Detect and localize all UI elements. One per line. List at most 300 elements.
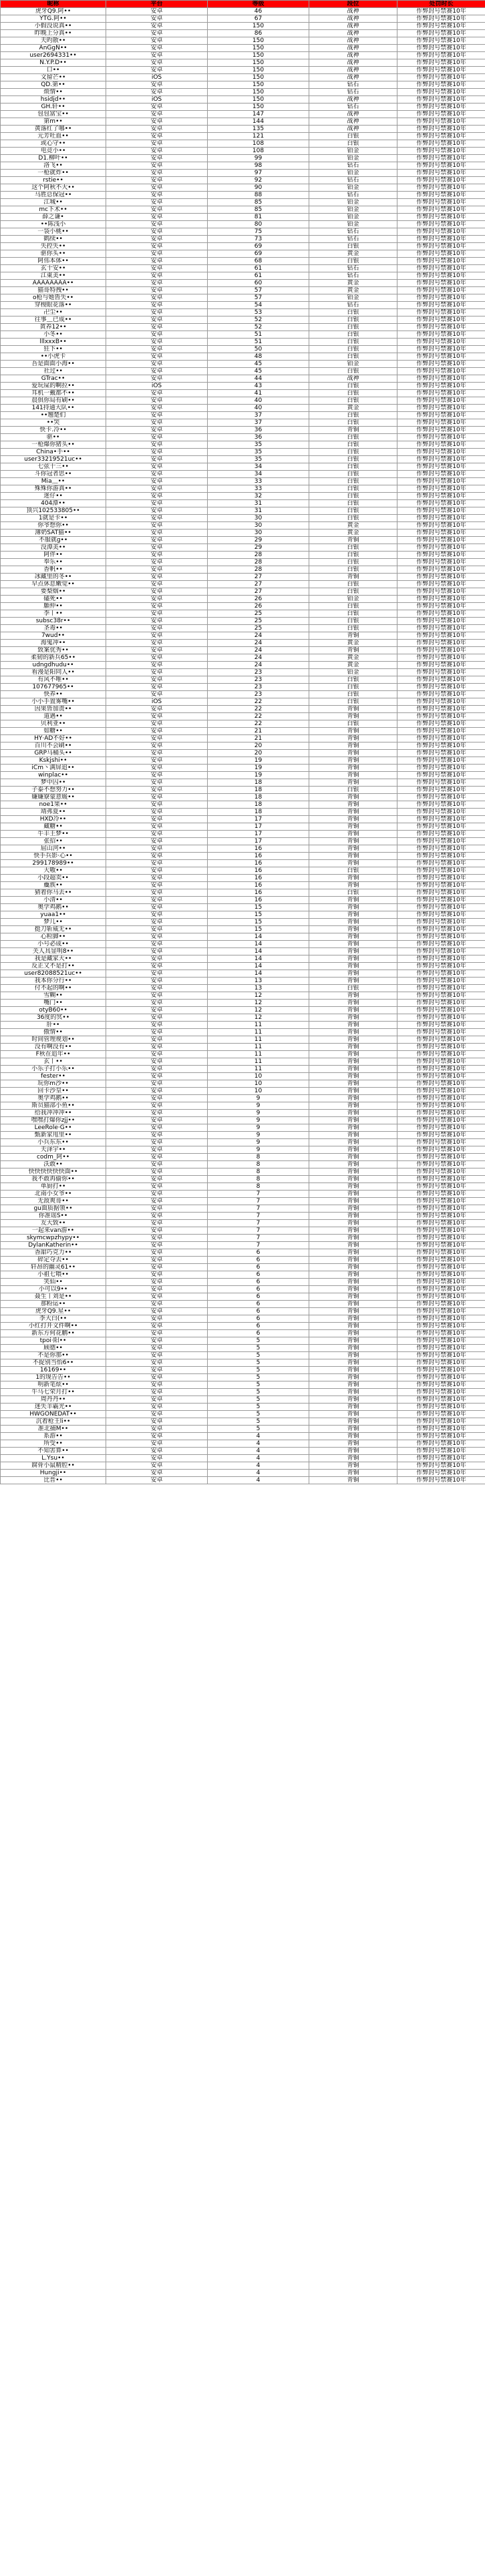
penalty-duration-cell: 作弊封号禁赛10年 (397, 1051, 485, 1058)
nickname-cell: 时间管理规划•• (1, 1036, 106, 1044)
level-cell: 35 (208, 441, 309, 449)
penalty-duration-cell: 作弊封号禁赛10年 (397, 1220, 485, 1227)
level-cell: 45 (208, 361, 309, 368)
rank-cell: 黄金 (309, 529, 397, 537)
nickname-cell: o枪与她皆失•• (1, 294, 106, 302)
rank-cell: 青铜 (309, 779, 397, 787)
penalty-duration-cell: 作弊封号禁赛10年 (397, 706, 485, 713)
rank-cell: 青铜 (309, 537, 397, 544)
level-cell: 4 (208, 1477, 309, 1484)
table-row (1, 478, 485, 485)
penalty-duration-cell: 作弊封号禁赛10年 (397, 1308, 485, 1315)
platform-cell: 安卓 (106, 280, 208, 287)
penalty-duration-cell: 作弊封号禁赛10年 (397, 676, 485, 684)
penalty-duration-cell: 作弊封号禁赛10年 (397, 500, 485, 507)
platform-cell: 安卓 (106, 405, 208, 412)
platform-cell: 安卓 (106, 1088, 208, 1095)
penalty-duration-cell: 作弊封号禁赛10年 (397, 1161, 485, 1168)
platform-cell: 安卓 (106, 353, 208, 361)
platform-cell: 安卓 (106, 706, 208, 713)
platform-cell: 安卓 (106, 155, 208, 162)
penalty-duration-cell: 作弊封号禁赛10年 (397, 911, 485, 919)
platform-cell: 安卓 (106, 596, 208, 603)
nickname-cell: 沃敢•• (1, 1161, 106, 1168)
platform-cell: 安卓 (106, 816, 208, 823)
table-row (1, 89, 485, 96)
nickname-cell: 一起来van游•• (1, 1227, 106, 1235)
platform-cell: 安卓 (106, 412, 208, 419)
platform-cell: 安卓 (106, 625, 208, 632)
rank-cell: 白银 (309, 309, 397, 316)
table-row (1, 493, 485, 500)
rank-cell: 白银 (309, 397, 397, 405)
platform-cell: 安卓 (106, 1213, 208, 1220)
table-row (1, 706, 485, 713)
table-row (1, 1000, 485, 1007)
table-row (1, 463, 485, 471)
level-cell: 27 (208, 588, 309, 596)
table-row (1, 170, 485, 177)
penalty-duration-cell: 作弊封号禁赛10年 (397, 970, 485, 978)
rank-cell: 青铜 (309, 1271, 397, 1279)
table-row (1, 1205, 485, 1213)
penalty-duration-cell: 作弊封号禁赛10年 (397, 1191, 485, 1198)
platform-cell: 安卓 (106, 720, 208, 728)
rank-cell: 青铜 (309, 801, 397, 809)
rank-cell: 青铜 (309, 735, 397, 742)
rank-cell: 青铜 (309, 1161, 397, 1168)
platform-cell: 安卓 (106, 1264, 208, 1271)
rank-cell: 青铜 (309, 1139, 397, 1146)
nickname-cell: 明新笔炫•• (1, 1381, 106, 1389)
nickname-cell: 猜着你马去•• (1, 889, 106, 897)
level-cell: 5 (208, 1374, 309, 1381)
nickname-cell: 小号必成•• (1, 941, 106, 948)
nickname-cell: 404潭•• (1, 500, 106, 507)
rank-cell: 铂金 (309, 596, 397, 603)
platform-cell: 安卓 (106, 1029, 208, 1036)
level-cell: 31 (208, 500, 309, 507)
platform-cell: 安卓 (106, 1036, 208, 1044)
platform-cell: 安卓 (106, 265, 208, 272)
table-row (1, 37, 485, 45)
nickname-cell: 香甜巧克力•• (1, 1249, 106, 1257)
nickname-cell: 141持通大队•• (1, 405, 106, 412)
platform-cell: 安卓 (106, 735, 208, 742)
rank-cell: 白银 (309, 324, 397, 331)
platform-cell: 安卓 (106, 140, 208, 148)
level-cell: 18 (208, 787, 309, 794)
rank-cell: 白银 (309, 867, 397, 875)
rank-cell: 白银 (309, 456, 397, 463)
nickname-cell: 所受•• (1, 1440, 106, 1448)
penalty-duration-cell: 作弊封号禁赛10年 (397, 720, 485, 728)
table-row (1, 1227, 485, 1235)
penalty-duration-cell: 作弊封号禁赛10年 (397, 559, 485, 566)
level-cell: 51 (208, 339, 309, 346)
nickname-cell: 奥学鸡鹅•• (1, 904, 106, 911)
table-row (1, 8, 485, 15)
penalty-duration-cell: 作弊封号禁赛10年 (397, 1022, 485, 1029)
table-body (1, 8, 485, 1484)
table-row (1, 1051, 485, 1058)
table-row (1, 588, 485, 596)
nickname-cell: 包包富宝•• (1, 111, 106, 118)
rank-cell: 铂金 (309, 221, 397, 228)
table-row (1, 1029, 485, 1036)
rank-cell: 钻石 (309, 81, 397, 89)
penalty-duration-cell: 作弊封号禁赛10年 (397, 1183, 485, 1191)
rank-cell: 青铜 (309, 713, 397, 720)
table-row (1, 1073, 485, 1080)
table-row (1, 324, 485, 331)
rank-cell: 青铜 (309, 882, 397, 889)
penalty-duration-cell: 作弊封号禁赛10年 (397, 126, 485, 133)
table-row (1, 515, 485, 522)
table-row (1, 1359, 485, 1367)
level-cell: 6 (208, 1315, 309, 1323)
platform-cell: 安卓 (106, 177, 208, 184)
penalty-duration-cell: 作弊封号禁赛10年 (397, 258, 485, 265)
level-cell: 16 (208, 867, 309, 875)
platform-cell: 安卓 (106, 23, 208, 30)
level-cell: 14 (208, 933, 309, 941)
level-cell: 9 (208, 1146, 309, 1154)
nickname-cell: 肝•• (1, 1022, 106, 1029)
penalty-duration-cell: 作弊封号禁赛10年 (397, 478, 485, 485)
rank-cell: 青铜 (309, 831, 397, 838)
penalty-duration-cell: 作弊封号禁赛10年 (397, 1102, 485, 1110)
penalty-duration-cell: 作弊封号禁赛10年 (397, 1036, 485, 1044)
platform-cell: 安卓 (106, 1381, 208, 1389)
nickname-cell: 1就是卡•• (1, 515, 106, 522)
table-row (1, 1367, 485, 1374)
platform-cell: 安卓 (106, 148, 208, 155)
penalty-duration-cell: 作弊封号禁赛10年 (397, 1426, 485, 1433)
table-row (1, 1455, 485, 1462)
nickname-cell: N.Y.P.D•• (1, 59, 106, 67)
table-row (1, 838, 485, 845)
platform-cell: 安卓 (106, 1220, 208, 1227)
table-row (1, 1146, 485, 1154)
penalty-duration-cell: 作弊封号禁赛10年 (397, 1264, 485, 1271)
level-cell: 150 (208, 103, 309, 111)
penalty-duration-cell: 作弊封号禁赛10年 (397, 1117, 485, 1124)
level-cell: 5 (208, 1352, 309, 1359)
rank-cell: 白银 (309, 441, 397, 449)
level-cell: 16 (208, 875, 309, 882)
table-row (1, 390, 485, 397)
platform-cell: 安卓 (106, 302, 208, 309)
level-cell: 14 (208, 941, 309, 948)
nickname-cell: 爱玩屎的啊拉•• (1, 383, 106, 390)
platform-cell: 安卓 (106, 1183, 208, 1191)
rank-cell: 战神 (309, 52, 397, 59)
penalty-duration-cell: 作弊封号禁赛10年 (397, 1000, 485, 1007)
rank-cell: 青铜 (309, 772, 397, 779)
rank-cell: 白银 (309, 581, 397, 588)
nickname-cell: Hungji•• (1, 1470, 106, 1477)
platform-cell: 安卓 (106, 904, 208, 911)
penalty-duration-cell: 作弊封号禁赛10年 (397, 853, 485, 860)
nickname-cell: Kskjshi•• (1, 757, 106, 765)
platform-cell: 安卓 (106, 258, 208, 265)
rank-cell: 青铜 (309, 1352, 397, 1359)
platform-cell: 安卓 (106, 339, 208, 346)
rank-cell: 青铜 (309, 1396, 397, 1404)
table-row (1, 845, 485, 853)
level-cell: 11 (208, 1066, 309, 1073)
level-cell: 37 (208, 419, 309, 427)
nickname-cell: user82088521uc•• (1, 970, 106, 978)
nickname-cell: yuaa1•• (1, 911, 106, 919)
rank-cell: 青铜 (309, 706, 397, 713)
platform-cell: 安卓 (106, 471, 208, 478)
nickname-cell: 这个阿秋不大•• (1, 184, 106, 192)
table-row (1, 794, 485, 801)
table-row (1, 1176, 485, 1183)
penalty-duration-cell: 作弊封号禁赛10年 (397, 206, 485, 214)
nickname-cell: 友大致•• (1, 1220, 106, 1227)
rank-cell: 白银 (309, 353, 397, 361)
level-cell: 9 (208, 1110, 309, 1117)
nickname-cell: 致案优秀•• (1, 647, 106, 654)
nickname-cell: 聂生丨刘是•• (1, 1293, 106, 1301)
penalty-duration-cell: 作弊封号禁赛10年 (397, 1389, 485, 1396)
nickname-cell: 小段超卖•• (1, 875, 106, 882)
nickname-cell: 嘿嘿打爆你zjj•• (1, 1117, 106, 1124)
nickname-cell: user33219521uc•• (1, 456, 106, 463)
rank-cell: 青铜 (309, 1168, 397, 1176)
penalty-duration-cell: 作弊封号禁赛10年 (397, 383, 485, 390)
penalty-duration-cell: 作弊封号禁赛10年 (397, 405, 485, 412)
nickname-cell: 我本你分行•• (1, 978, 106, 985)
penalty-duration-cell: 作弊封号禁赛10年 (397, 316, 485, 324)
level-cell: 5 (208, 1389, 309, 1396)
platform-cell: 安卓 (106, 1271, 208, 1279)
penalty-duration-cell: 作弊封号禁赛10年 (397, 15, 485, 23)
level-cell: 45 (208, 368, 309, 375)
nickname-cell: 一袋小桃•• (1, 228, 106, 236)
rank-cell: 青铜 (309, 1315, 397, 1323)
table-row (1, 59, 485, 67)
rank-cell: 青铜 (309, 742, 397, 750)
penalty-duration-cell: 作弊封号禁赛10年 (397, 794, 485, 801)
table-row (1, 375, 485, 383)
penalty-duration-cell: 作弊封号禁赛10年 (397, 809, 485, 816)
penalty-duration-cell: 作弊封号禁赛10年 (397, 463, 485, 471)
penalty-duration-cell: 作弊封号禁赛10年 (397, 955, 485, 963)
level-cell: 6 (208, 1301, 309, 1308)
nickname-cell: 靖弗夏•• (1, 809, 106, 816)
rank-cell: 白银 (309, 603, 397, 610)
platform-cell: 安卓 (106, 779, 208, 787)
nickname-cell: 要梨烟•• (1, 588, 106, 596)
penalty-duration-cell: 作弊封号禁赛10年 (397, 823, 485, 831)
rank-cell: 白银 (309, 720, 397, 728)
platform-cell: 安卓 (106, 1132, 208, 1139)
rank-cell: 战神 (309, 8, 397, 15)
platform-cell: 安卓 (106, 676, 208, 684)
nickname-cell: 海鬼冲•• (1, 640, 106, 647)
penalty-duration-cell: 作弊封号禁赛10年 (397, 493, 485, 500)
nickname-cell: 李丨•• (1, 610, 106, 618)
rank-cell: 白银 (309, 434, 397, 441)
platform-cell: 安卓 (106, 1301, 208, 1308)
penalty-duration-cell: 作弊封号禁赛10年 (397, 588, 485, 596)
penalty-duration-cell: 作弊封号禁赛10年 (397, 294, 485, 302)
rank-cell: 青铜 (309, 1102, 397, 1110)
nickname-cell: 无敌爽哥•• (1, 1198, 106, 1205)
penalty-duration-cell: 作弊封号禁赛10年 (397, 684, 485, 691)
table-row (1, 1124, 485, 1132)
table-row (1, 1381, 485, 1389)
platform-cell: 安卓 (106, 632, 208, 640)
nickname-cell: 虎牙Q9.星•• (1, 1308, 106, 1315)
platform-cell: 安卓 (106, 1205, 208, 1213)
platform-cell: 安卓 (106, 831, 208, 838)
penalty-duration-cell: 作弊封号禁赛10年 (397, 1198, 485, 1205)
platform-cell: 安卓 (106, 713, 208, 720)
nickname-cell: 殊殊你游真•• (1, 485, 106, 493)
table-row (1, 552, 485, 559)
penalty-duration-cell: 作弊封号禁赛10年 (397, 302, 485, 309)
platform-cell: 安卓 (106, 449, 208, 456)
level-cell: 5 (208, 1404, 309, 1411)
nickname-cell: 天泽宇•• (1, 1146, 106, 1154)
platform-cell: 安卓 (106, 588, 208, 596)
level-cell: 144 (208, 118, 309, 126)
platform-cell: 安卓 (106, 294, 208, 302)
level-cell: 24 (208, 647, 309, 654)
rank-cell: 战神 (309, 118, 397, 126)
level-cell: 52 (208, 316, 309, 324)
table-row (1, 1279, 485, 1286)
rank-cell: 战神 (309, 59, 397, 67)
table-row (1, 566, 485, 574)
rank-cell: 青铜 (309, 823, 397, 831)
nickname-cell: 失控失•• (1, 243, 106, 250)
rank-cell: 青铜 (309, 1022, 397, 1029)
level-cell: 18 (208, 779, 309, 787)
platform-cell: 安卓 (106, 529, 208, 537)
table-row (1, 933, 485, 941)
header-rank: 段位 (309, 1, 397, 8)
rank-cell: 青铜 (309, 860, 397, 867)
level-cell: 61 (208, 272, 309, 280)
table-row (1, 1286, 485, 1293)
platform-cell: 安卓 (106, 684, 208, 691)
table-row (1, 346, 485, 353)
table-row (1, 603, 485, 610)
nickname-cell: 付不起的啊•• (1, 985, 106, 992)
platform-cell: 安卓 (106, 1367, 208, 1374)
nickname-cell: 斯员猫部小鱼•• (1, 1102, 106, 1110)
penalty-duration-cell: 作弊封号禁赛10年 (397, 346, 485, 353)
penalty-duration-cell: 作弊封号禁赛10年 (397, 1418, 485, 1426)
nickname-cell: 往事﹏已成•• (1, 316, 106, 324)
level-cell: 46 (208, 8, 309, 15)
nickname-cell: D1.柳叶•• (1, 155, 106, 162)
table-row (1, 1110, 485, 1117)
penalty-duration-cell: 作弊封号禁赛10年 (397, 250, 485, 258)
rank-cell: 青铜 (309, 911, 397, 919)
platform-cell: 安卓 (106, 838, 208, 845)
platform-cell: 安卓 (106, 860, 208, 867)
level-cell: 37 (208, 412, 309, 419)
table-row (1, 1022, 485, 1029)
penalty-duration-cell: 作弊封号禁赛10年 (397, 1367, 485, 1374)
platform-cell: 安卓 (106, 368, 208, 375)
table-row (1, 1404, 485, 1411)
rank-cell: 战神 (309, 74, 397, 81)
platform-cell: 安卓 (106, 419, 208, 427)
level-cell: 16 (208, 882, 309, 889)
platform-cell: 安卓 (106, 1022, 208, 1029)
level-cell: 6 (208, 1264, 309, 1271)
nickname-cell: 梦中囚•• (1, 779, 106, 787)
table-row (1, 361, 485, 368)
level-cell: 12 (208, 992, 309, 1000)
rank-cell: 白银 (309, 316, 397, 324)
rank-cell: 钻石 (309, 272, 397, 280)
rank-cell: 青铜 (309, 427, 397, 434)
rank-cell: 铂金 (309, 669, 397, 676)
level-cell: 69 (208, 243, 309, 250)
table-row (1, 772, 485, 779)
nickname-cell: mc下术•• (1, 206, 106, 214)
rank-cell: 钻石 (309, 89, 397, 96)
rank-cell: 黄金 (309, 250, 397, 258)
penalty-duration-cell: 作弊封号禁赛10年 (397, 96, 485, 103)
nickname-cell: 晨俱你局有刷•• (1, 397, 106, 405)
level-cell: 11 (208, 1058, 309, 1066)
nickname-cell: 顾德•• (1, 1345, 106, 1352)
platform-cell: 安卓 (106, 1477, 208, 1484)
platform-cell: 安卓 (106, 493, 208, 500)
table-row (1, 1088, 485, 1095)
penalty-duration-cell: 作弊封号禁赛10年 (397, 515, 485, 522)
nickname-cell: 小兵东东•• (1, 1139, 106, 1146)
level-cell: 23 (208, 684, 309, 691)
level-cell: 29 (208, 544, 309, 552)
penalty-duration-cell: 作弊封号禁赛10年 (397, 875, 485, 882)
level-cell: 51 (208, 331, 309, 339)
rank-cell: 战神 (309, 375, 397, 383)
nickname-cell: 小红打开文件啊•• (1, 1323, 106, 1330)
platform-cell: 安卓 (106, 640, 208, 647)
penalty-duration-cell: 作弊封号禁赛10年 (397, 81, 485, 89)
rank-cell: 战神 (309, 126, 397, 133)
penalty-duration-cell: 作弊封号禁赛10年 (397, 368, 485, 375)
level-cell: 15 (208, 919, 309, 926)
level-cell: 29 (208, 537, 309, 544)
platform-cell: 安卓 (106, 1249, 208, 1257)
table-row (1, 155, 485, 162)
penalty-duration-cell: 作弊封号禁赛10年 (397, 1168, 485, 1176)
table-row (1, 1102, 485, 1110)
table-row (1, 537, 485, 544)
platform-cell: 安卓 (106, 515, 208, 522)
nickname-cell: 轩昂的幽灵61•• (1, 1264, 106, 1271)
rank-cell: 青铜 (309, 750, 397, 757)
penalty-duration-cell: 作弊封号禁赛10年 (397, 860, 485, 867)
rank-cell: 白银 (309, 478, 397, 485)
level-cell: 5 (208, 1359, 309, 1367)
nickname-cell: 你准谣S•• (1, 1213, 106, 1220)
rank-cell: 黄金 (309, 662, 397, 669)
platform-cell: 安卓 (106, 1426, 208, 1433)
